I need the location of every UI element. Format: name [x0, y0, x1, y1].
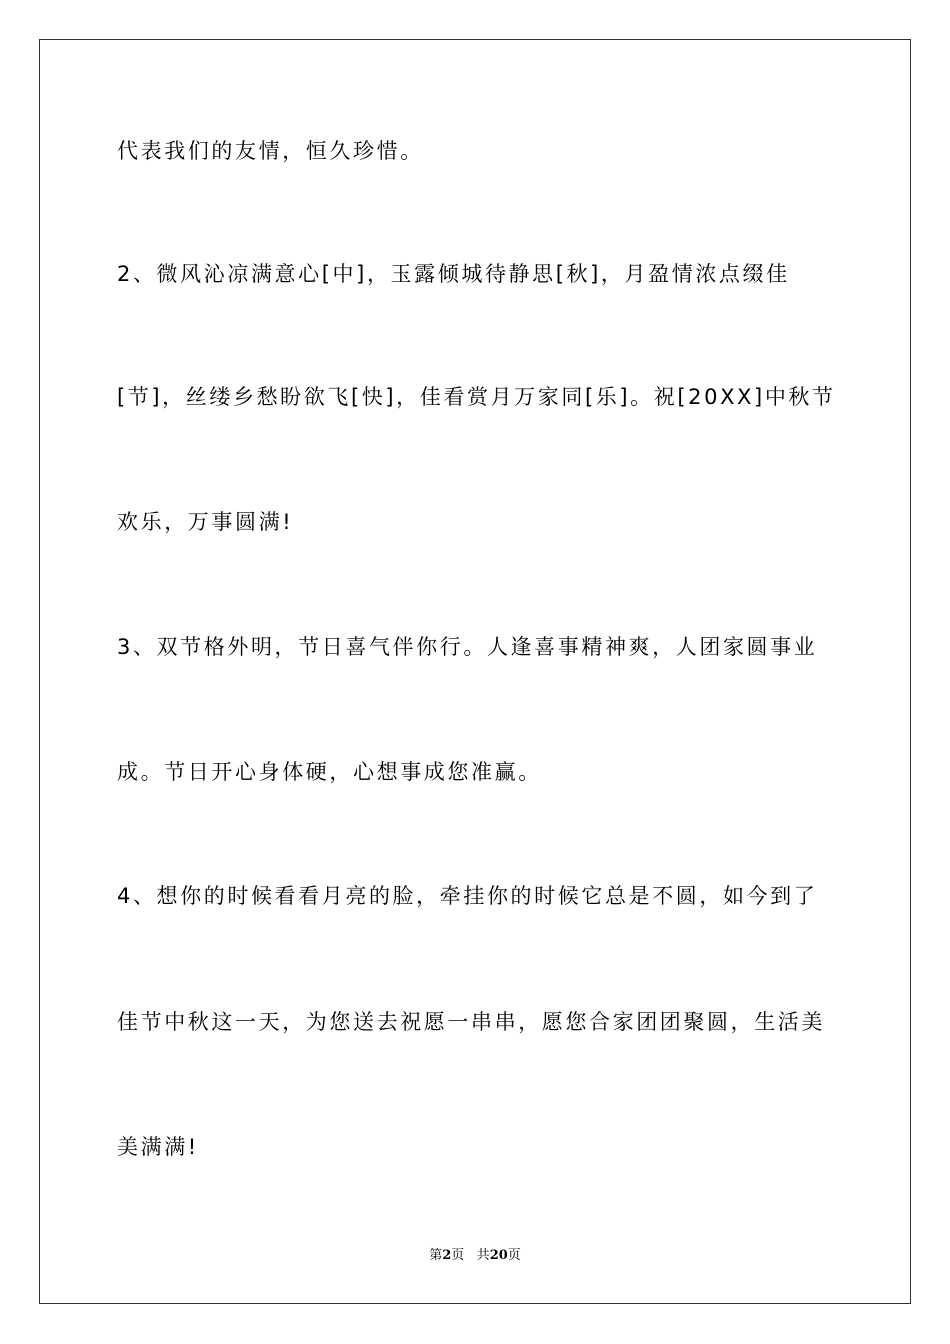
page-frame [39, 39, 911, 1304]
footer-page-suffix: 页 [451, 1248, 465, 1263]
text-line-7: 4、想你的时候看看月亮的脸，牵挂你的时候它总是不圆，如今到了 [117, 884, 818, 908]
footer-total-suffix: 页 [507, 1248, 521, 1263]
footer-total-prefix: 共 [476, 1248, 490, 1263]
text-line-8: 佳节中秋这一天，为您送去祝愿一串串，愿您合家团团聚圆，生活美 [117, 1010, 825, 1034]
text-line-4: 欢乐，万事圆满! [117, 510, 294, 534]
text-line-5: 3、双节格外明，节日喜气伴你行。人逢喜事精神爽，人团家圆事业 [117, 635, 818, 659]
page-footer [0, 1248, 950, 1264]
text-line-9: 美满满! [117, 1135, 199, 1159]
text-line-1: 代表我们的友情，恒久珍惜。 [117, 139, 424, 163]
footer-page-prefix: 第 [429, 1248, 443, 1263]
footer-page-number: 2 [442, 1248, 452, 1263]
footer-total-pages: 20 [489, 1248, 508, 1263]
text-line-6: 成。节日开心身体硬，心想事成您准赢。 [117, 760, 542, 784]
text-line-3: [节]，丝缕乡愁盼欲飞[快]，佳看赏月万家同[乐]。祝[20XX]中秋节 [117, 385, 836, 409]
text-line-2: 2、微风沁凉满意心[中]，玉露倾城待静思[秋]，月盈情浓点缀佳 [117, 262, 790, 286]
